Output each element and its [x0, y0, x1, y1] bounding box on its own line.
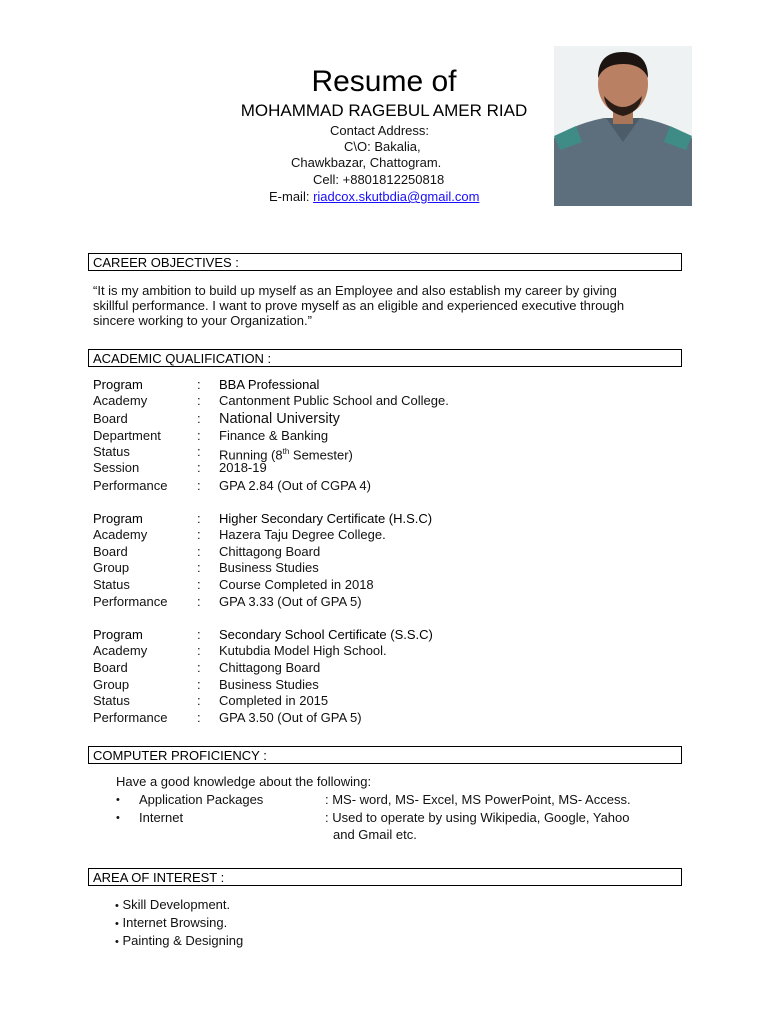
row-colon: : — [197, 411, 201, 426]
bullet-icon: • — [115, 936, 119, 948]
row-key: Performance — [93, 594, 168, 609]
interest-label: Internet Browsing. — [122, 915, 228, 930]
row-key: Board — [93, 411, 128, 426]
row-key: Academy — [93, 393, 148, 408]
row-key: Board — [93, 660, 128, 675]
internet-value: : Used to operate by using Wikipedia, Google, Yahoo — [325, 810, 630, 825]
row-key: Performance — [93, 478, 168, 493]
career-objectives-heading: CAREER OBJECTIVES : — [88, 253, 682, 271]
row-colon: : — [197, 393, 201, 408]
status-suffix: Semester) — [289, 447, 353, 463]
address-line-1: C\O: Bakalia, — [344, 139, 421, 154]
area-of-interest-heading: AREA OF INTEREST : — [88, 868, 682, 886]
row-key: Performance — [93, 710, 168, 725]
career-objective-line-2: skillful performance. I want to prove myself as an eligible and experienced executive through — [93, 298, 625, 313]
computer-proficiency-heading: COMPUTER PROFICIENCY : — [88, 746, 682, 764]
interest-label: Skill Development. — [122, 897, 231, 912]
applicant-name: MOHAMMAD RAGEBUL AMER RIAD — [240, 101, 528, 120]
status-prefix: Running (8 — [219, 447, 283, 463]
row-key: Board — [93, 544, 128, 559]
bullet-icon: • — [116, 812, 120, 824]
row-colon: : — [197, 577, 201, 592]
row-colon: : — [197, 627, 201, 642]
interest-item — [115, 932, 243, 951]
email-label: E-mail: — [269, 189, 314, 204]
row-colon: : — [197, 544, 201, 559]
email-line — [269, 189, 479, 205]
row-value: Business Studies — [219, 560, 319, 575]
person-photo-icon — [554, 46, 692, 206]
row-colon: : — [197, 377, 201, 392]
row-key: Academy — [93, 643, 148, 658]
row-colon: : — [197, 677, 201, 692]
row-key: Status — [93, 444, 130, 459]
email-link[interactable]: riadcox.skutbdia@gmail.com — [313, 189, 480, 204]
row-value: Completed in 2015 — [219, 693, 329, 708]
row-key: Status — [93, 693, 130, 708]
academic-qualification-heading: ACADEMIC QUALIFICATION : — [88, 349, 682, 367]
address-line-2: Chawkbazar, Chattogram. — [291, 155, 442, 170]
row-value: Hazera Taju Degree College. — [219, 527, 386, 542]
bullet-icon: • — [116, 794, 120, 806]
page-title: Resume of — [311, 65, 457, 98]
row-colon: : — [197, 693, 201, 708]
app-packages-value: : MS- word, MS- Excel, MS PowerPoint, MS- Access. — [325, 792, 631, 807]
row-value: Business Studies — [219, 677, 319, 692]
bullet-icon: • — [115, 900, 119, 912]
row-value: Kutubdia Model High School. — [219, 643, 387, 658]
row-value: Higher Secondary Certificate (H.S.C) — [219, 511, 433, 526]
row-value: GPA 3.33 (Out of GPA 5) — [219, 594, 362, 609]
row-colon: : — [197, 710, 201, 725]
row-key: Status — [93, 577, 130, 592]
row-value: Finance & Banking — [219, 428, 329, 443]
row-colon: : — [197, 444, 201, 459]
interest-item — [115, 914, 227, 933]
status-superscript: th — [282, 447, 290, 456]
internet-value-continued: and Gmail etc. — [333, 827, 417, 842]
row-value: Course Completed in 2018 — [219, 577, 374, 592]
profile-photo — [554, 46, 692, 206]
row-key: Program — [93, 627, 143, 642]
row-value: Chittagong Board — [219, 544, 321, 559]
internet-label: Internet — [139, 810, 184, 825]
app-packages-label: Application Packages — [139, 792, 264, 807]
row-value: BBA Professional — [219, 377, 320, 392]
row-key: Program — [93, 377, 143, 392]
row-value: GPA 3.50 (Out of GPA 5) — [219, 710, 362, 725]
contact-label: Contact Address: — [330, 123, 429, 138]
row-value: GPA 2.84 (Out of CGPA 4) — [219, 478, 371, 493]
row-colon: : — [197, 428, 201, 443]
interest-item — [115, 896, 230, 915]
row-colon: : — [197, 643, 201, 658]
row-colon: : — [197, 660, 201, 675]
row-value: 2018-19 — [219, 460, 267, 475]
row-colon: : — [197, 560, 201, 575]
row-key: Department — [93, 428, 161, 443]
bullet-icon: • — [115, 918, 119, 930]
row-colon: : — [197, 460, 201, 475]
career-objective-line-3: sincere working to your Organization.” — [93, 313, 312, 328]
row-value: Cantonment Public School and College. — [219, 393, 449, 408]
cell-number: Cell: +8801812250818 — [313, 172, 445, 187]
computer-intro: Have a good knowledge about the following: — [116, 774, 372, 789]
career-objective-line-1: “It is my ambition to build up myself as an Employee and also establish my career by giving — [93, 283, 617, 298]
row-key: Academy — [93, 527, 148, 542]
row-key: Group — [93, 560, 130, 575]
row-colon: : — [197, 594, 201, 609]
row-colon: : — [197, 478, 201, 493]
row-key: Session — [93, 460, 140, 475]
row-key: Program — [93, 511, 143, 526]
row-colon: : — [197, 527, 201, 542]
row-value: Chittagong Board — [219, 660, 321, 675]
row-value: Secondary School Certificate (S.S.C) — [219, 627, 433, 642]
interest-label: Painting & Designing — [122, 933, 244, 948]
row-value: National University — [219, 411, 340, 427]
row-key: Group — [93, 677, 130, 692]
row-colon: : — [197, 511, 201, 526]
